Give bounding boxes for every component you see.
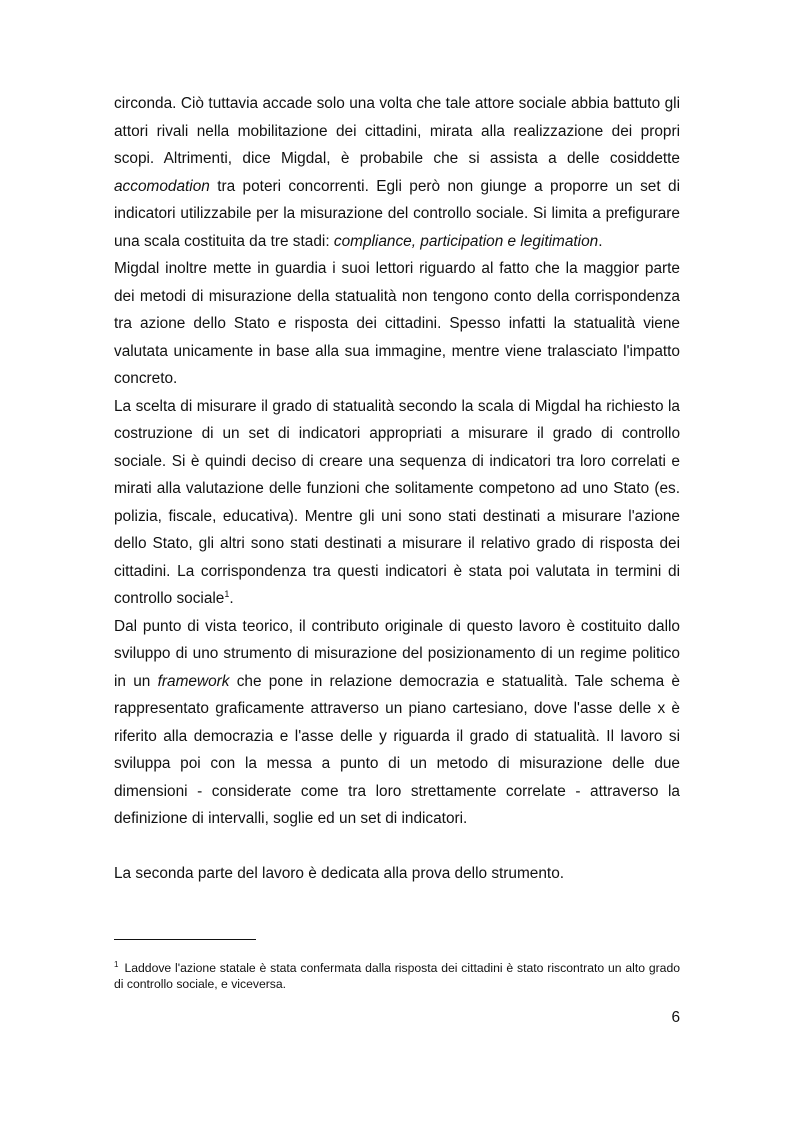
italic-term-accomodation: accomodation — [114, 177, 210, 195]
paragraph-3-text-b: . — [229, 590, 234, 607]
paragraph-3 — [114, 393, 680, 613]
paragraph-1-text-b: tra poteri concorrenti. Egli però non giunge a proporre un set di indicatori utilizzabile per la misurazione del controllo sociale. Si limita a prefigurare una scala costituita da tre stadi: — [114, 177, 680, 250]
footnote — [114, 960, 680, 992]
paragraph-2: Migdal inoltre mette in guardia i suoi lettori riguardo al fatto che la maggior parte dei metodi di misurazione della statualità non tengono conto della corrispondenza tra azione dello Stato e risposta dei cittadini. Spesso infatti la statualità viene valutata unicamente in base alla sua immagine, mentre viene tralasciato l'impatto concreto. — [114, 260, 680, 387]
paragraph-4-text-a: Dal punto di vista teorico, il contributo originale di questo lavoro è costituito dallo sviluppo di uno strumento di misurazione del posizionamento di un regime politico in un — [114, 617, 680, 690]
italic-term-framework: framework — [157, 672, 230, 690]
paragraph-1-text-c: . — [598, 232, 603, 250]
footnote-marker: 1 — [114, 959, 119, 969]
paragraph-1 — [114, 90, 680, 255]
paragraph-4 — [114, 613, 680, 833]
footnote-reference[interactable]: 1 — [224, 588, 230, 599]
body-text — [114, 90, 680, 888]
paragraph-3-text-a: La scelta di misurare il grado di statualità secondo la scala di Migdal ha richiesto la costruzione di un set di indicatori appropriati a misurare il grado di controllo sociale. Si è quindi deciso di creare una sequenza di indicatori tra loro correlati e mirati alla valutazione delle funzioni che solitamente competono ad uno Stato (es. polizia, fiscale, educativa). Mentre gli uni sono stati destinati a misurare l'azione dello Stato, gli altri sono stati destinati a misurare il relativo grado di risposta dei cittadini. La corrispondenza tra questi indicatori è stata poi valutata in termini di controllo sociale — [114, 397, 680, 607]
paragraph-5: La seconda parte del lavoro è dedicata alla prova dello strumento. — [114, 865, 565, 882]
page-number: 6 — [671, 1009, 680, 1026]
italic-term-stages: compliance, participation e legitimation — [333, 232, 599, 250]
paragraph-4-text-b: che pone in relazione democrazia e statualità. Tale schema è rappresentato graficamente attraverso un piano cartesiano, dove l'asse delle x è riferito alla democrazia e l'asse delle y riguarda il grado di statualità. Il lavoro si sviluppa poi con la messa a punto di un metodo di misurazione delle due dimensioni - considerate come tra loro strettamente correlate - attraverso la definizione di intervalli, soglie ed un set di indicatori. — [114, 672, 680, 827]
paragraph-1-text-a: circonda. Ciò tuttavia accade solo una volta che tale attore sociale abbia battuto gli attori rivali nella mobilitazione dei cittadini, mirata alla realizzazione dei propri scopi. Altrimenti, dice Migdal, è probabile che si assista a delle cosiddette — [114, 95, 680, 167]
footnote-divider — [114, 939, 256, 940]
footnote-text: Laddove l'azione statale è stata confermata dalla risposta dei cittadini è stato riscontrato un alto grado di controllo sociale, e viceversa. — [114, 961, 680, 991]
